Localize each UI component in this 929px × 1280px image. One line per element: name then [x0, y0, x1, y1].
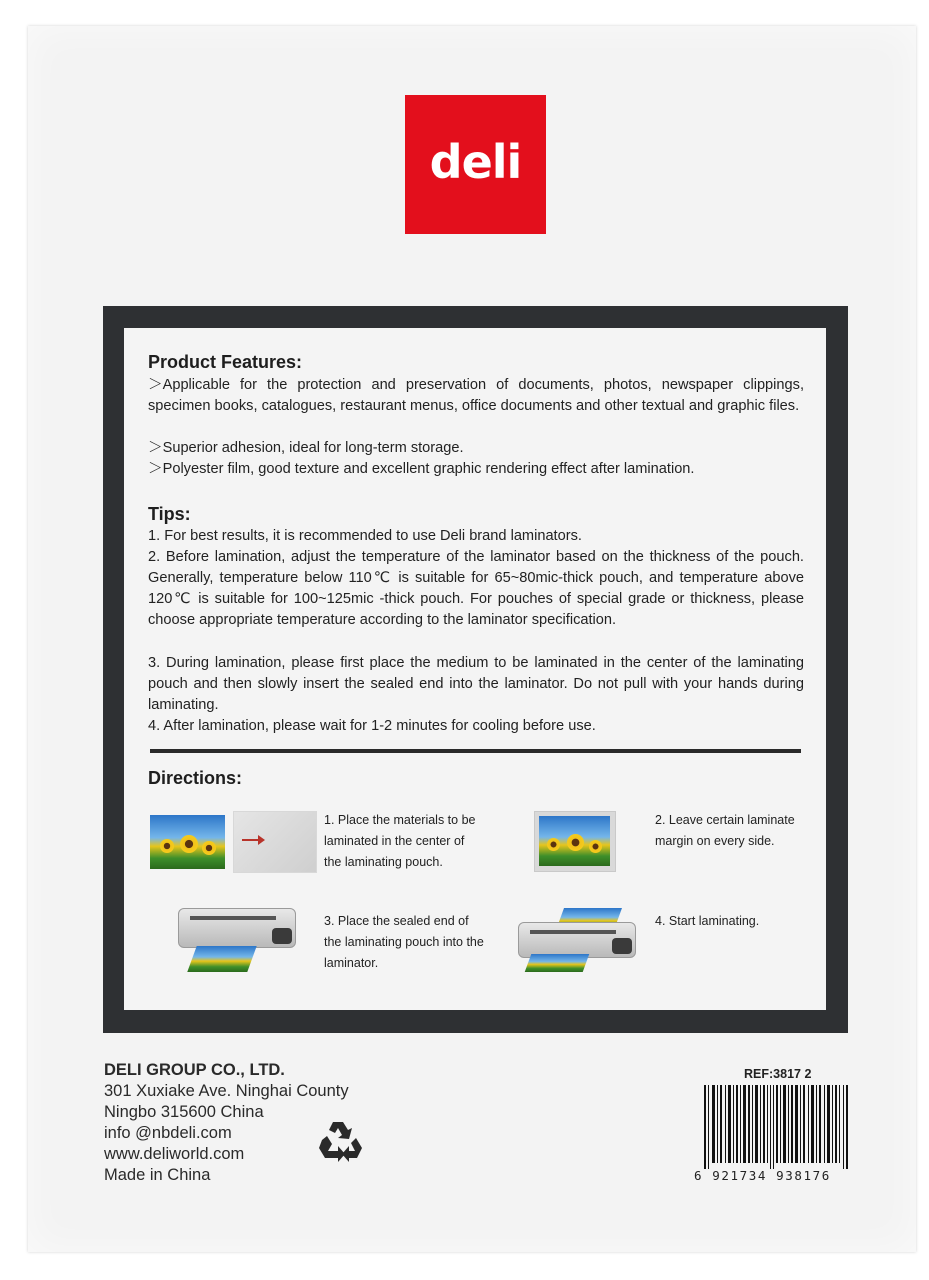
- tips-heading: Tips:: [148, 504, 191, 524]
- feature-line-2: ＞Superior adhesion, ideal for long-term storage.: [148, 440, 464, 456]
- directions-heading: Directions:: [148, 768, 243, 788]
- recycle-icon: [316, 1118, 364, 1164]
- laminate-margin-pouch: [534, 811, 616, 872]
- barcode-number: 6 921734 938176: [694, 1168, 831, 1183]
- feature-line-3: ＞Polyester film, good texture and excellent graphic rendering effect after lamination.: [148, 461, 695, 477]
- laminator-illustration-2: [514, 908, 642, 974]
- direction-step-4: 4. Start laminating.: [655, 914, 760, 928]
- deli-logo: [405, 95, 546, 234]
- company-email: info @nbdeli.com: [104, 1124, 232, 1142]
- tip-4: 4. After lamination, please wait for 1-2 minutes for cooling before use.: [148, 718, 596, 734]
- laminator-illustration-1: [172, 906, 300, 974]
- reference-code: REF:3817 2: [744, 1067, 812, 1081]
- sunflower-photo-1: [150, 815, 225, 869]
- tip-1: 1. For best results, it is recommended to use Deli brand laminators.: [148, 528, 582, 544]
- section-divider: [150, 749, 801, 753]
- features-heading: Product Features:: [148, 352, 303, 372]
- tip-2: 2. Before lamination, adjust the temperature of the laminator based on the thickness of the pouch. Generally, temperature below 110℃ is suitable for 65~80mic-thick pouch, and temperature above 120℃ is suitable for 100~125mic -thick pouch. For pouches of special grade or thickness, please choose appropriate temperature according to the laminator specification.: [148, 549, 804, 628]
- tip-3: 3. During lamination, please first place the medium to be laminated in the center of the laminating pouch and then slowly insert the sealed end into the laminator. Do not pull with your hands during laminating.: [148, 655, 804, 713]
- company-address-2: Ningbo 315600 China: [104, 1103, 264, 1121]
- direction-step-3: 3. Place the sealed end of the laminating pouch into the laminator.: [324, 914, 484, 970]
- company-address-1: 301 Xuxiake Ave. Ninghai County: [104, 1082, 349, 1100]
- country-of-origin: Made in China: [104, 1166, 211, 1184]
- direction-step-2: 2. Leave certain laminate margin on every side.: [655, 813, 795, 848]
- barcode: [704, 1085, 848, 1169]
- logo-text: deli: [429, 134, 522, 189]
- feature-line-1: ＞Applicable for the protection and preservation of documents, photos, newspaper clippings, specimen books, catalogues, restaurant menus, office documents and other textual and graphic files.: [148, 377, 804, 414]
- sunflower-photo-2: [539, 816, 610, 866]
- direction-step-1: 1. Place the materials to be laminated in the center of the laminating pouch.: [324, 813, 476, 869]
- company-info: [104, 1060, 349, 1186]
- arrow-icon: [242, 839, 262, 841]
- laminating-pouch: [233, 811, 317, 873]
- company-website: www.deliworld.com: [104, 1145, 245, 1163]
- company-name: DELI GROUP CO., LTD.: [104, 1061, 285, 1079]
